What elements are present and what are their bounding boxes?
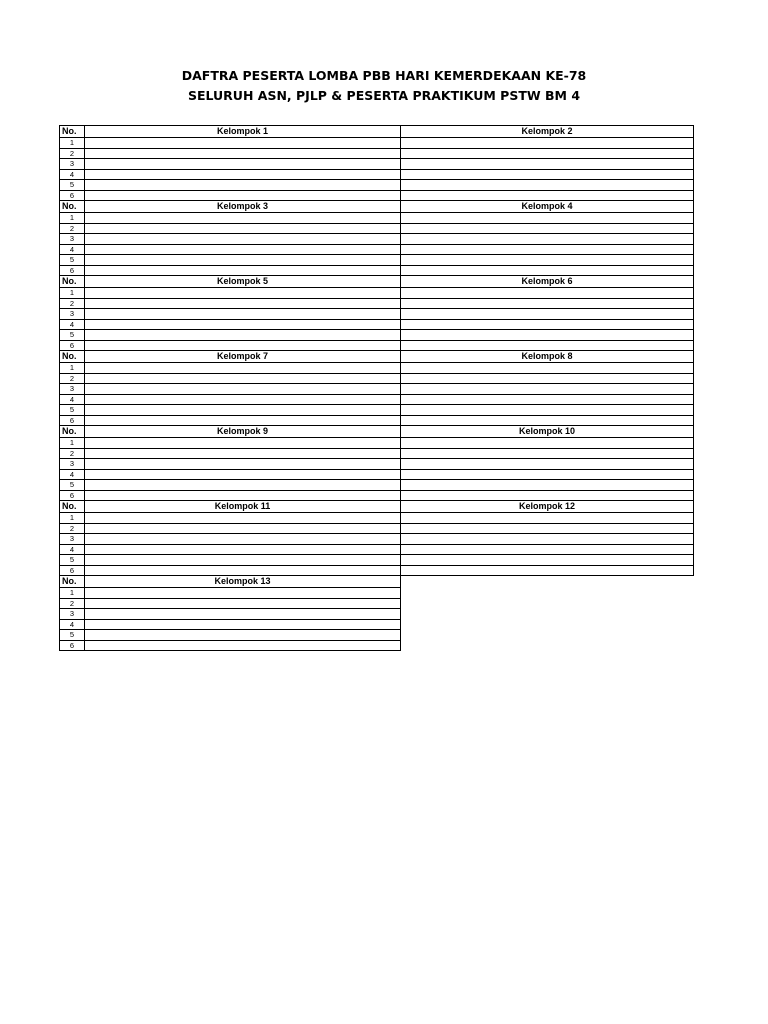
row-number: 2 [60,298,85,309]
group-header-row [60,351,694,363]
participant-name-cell [85,213,401,224]
participant-name-cell [85,255,401,266]
participant-name-cell [401,384,694,395]
table-row [60,513,694,524]
row-number: 1 [60,588,85,599]
table-row [60,255,694,266]
participant-name-cell [401,459,694,470]
row-number: 6 [60,265,85,276]
group-name-header: Kelompok 7 [85,351,401,363]
table-row [60,244,694,255]
participant-name-cell [85,169,401,180]
table-row [60,609,694,620]
table-row [60,265,694,276]
participant-name-cell [85,609,401,620]
row-number: 6 [60,490,85,501]
group-name-header: Kelompok 5 [85,276,401,288]
participant-name-cell [401,469,694,480]
participant-name-cell [401,223,694,234]
table-row [60,438,694,449]
participant-name-cell [85,534,401,545]
participant-name-cell [85,415,401,426]
row-number: 3 [60,384,85,395]
group-header-row [60,201,694,213]
row-number: 5 [60,330,85,341]
group-name-header: Kelompok 10 [401,426,694,438]
table-row [60,490,694,501]
table-row [60,640,694,651]
participant-name-cell [85,319,401,330]
empty-cell [401,588,694,599]
table-row [60,213,694,224]
participant-name-cell [85,288,401,299]
group-header-row [60,576,694,588]
row-number: 5 [60,180,85,191]
table-row [60,384,694,395]
participant-name-cell [401,265,694,276]
participant-name-cell [401,565,694,576]
row-number: 2 [60,373,85,384]
row-number: 1 [60,213,85,224]
row-number: 4 [60,394,85,405]
participant-name-cell [85,148,401,159]
row-number: 6 [60,640,85,651]
table-row [60,630,694,641]
participant-name-cell [85,523,401,534]
table-row [60,448,694,459]
table-row [60,534,694,545]
table-row [60,330,694,341]
participant-name-cell [401,148,694,159]
group-header-row [60,426,694,438]
row-number: 5 [60,405,85,416]
row-number: 2 [60,523,85,534]
participant-name-cell [401,298,694,309]
no-column-header: No. [60,126,85,138]
participant-name-cell [85,394,401,405]
row-number: 4 [60,619,85,630]
table-row [60,588,694,599]
table-row [60,373,694,384]
participant-name-cell [401,330,694,341]
group-header-row [60,501,694,513]
participant-name-cell [85,555,401,566]
document-subtitle: SELURUH ASN, PJLP & PESERTA PRAKTIKUM PSTW BM 4 [187,88,581,103]
document-header [0,66,768,106]
participant-name-cell [85,598,401,609]
participant-name-cell [85,180,401,191]
row-number: 5 [60,255,85,266]
participant-name-cell [401,480,694,491]
participant-name-cell [401,555,694,566]
participant-name-cell [401,244,694,255]
participant-name-cell [85,565,401,576]
participant-name-cell [401,363,694,374]
row-number: 2 [60,598,85,609]
row-number: 3 [60,459,85,470]
participant-name-cell [85,405,401,416]
row-number: 6 [60,415,85,426]
participant-name-cell [85,588,401,599]
participant-name-cell [85,438,401,449]
row-number: 4 [60,169,85,180]
table-row [60,555,694,566]
table-row [60,169,694,180]
row-number: 1 [60,513,85,524]
empty-cell [401,640,694,651]
document-title: DAFTRA PESERTA LOMBA PBB HARI KEMERDEKAAN KE-78 [181,68,587,83]
row-number: 1 [60,288,85,299]
group-name-header: Kelompok 6 [401,276,694,288]
table-row [60,319,694,330]
participant-name-cell [401,523,694,534]
row-number: 3 [60,159,85,170]
table-row [60,309,694,320]
row-number: 6 [60,340,85,351]
participant-name-cell [85,234,401,245]
table-row [60,598,694,609]
participant-name-cell [85,469,401,480]
no-column-header: No. [60,576,85,588]
table-row [60,288,694,299]
participant-name-cell [85,513,401,524]
row-number: 6 [60,565,85,576]
no-column-header: No. [60,351,85,363]
table-row [60,180,694,191]
participant-name-cell [401,490,694,501]
table-row [60,480,694,491]
empty-cell [401,576,694,588]
row-number: 4 [60,244,85,255]
participant-name-cell [85,330,401,341]
row-number: 4 [60,469,85,480]
participant-name-cell [401,213,694,224]
table-row [60,565,694,576]
participant-name-cell [85,373,401,384]
row-number: 5 [60,480,85,491]
group-name-header: Kelompok 13 [85,576,401,588]
empty-cell [401,619,694,630]
no-column-header: No. [60,276,85,288]
participant-name-cell [85,159,401,170]
row-number: 5 [60,555,85,566]
participant-name-cell [401,255,694,266]
no-column-header: No. [60,201,85,213]
group-name-header: Kelompok 1 [85,126,401,138]
table-row [60,298,694,309]
participant-name-cell [85,480,401,491]
group-name-header: Kelompok 2 [401,126,694,138]
participant-name-cell [401,373,694,384]
participant-name-cell [85,244,401,255]
table-row [60,544,694,555]
participant-name-cell [85,363,401,374]
row-number: 2 [60,148,85,159]
group-name-header: Kelompok 9 [85,426,401,438]
participant-name-cell [401,159,694,170]
group-name-header: Kelompok 4 [401,201,694,213]
row-number: 3 [60,534,85,545]
participant-name-cell [401,340,694,351]
empty-cell [401,630,694,641]
participant-name-cell [85,384,401,395]
row-number: 5 [60,630,85,641]
group-header-row [60,126,694,138]
participant-name-cell [85,544,401,555]
participant-name-cell [85,265,401,276]
table-row [60,159,694,170]
participant-name-cell [401,234,694,245]
participant-name-cell [85,298,401,309]
row-number: 3 [60,309,85,320]
table-row [60,394,694,405]
row-number: 3 [60,234,85,245]
row-number: 4 [60,544,85,555]
row-number: 3 [60,609,85,620]
table-row [60,234,694,245]
participant-name-cell [401,544,694,555]
participant-name-cell [401,405,694,416]
table-row [60,190,694,201]
empty-cell [401,598,694,609]
no-column-header: No. [60,426,85,438]
participant-name-cell [401,415,694,426]
row-number: 4 [60,319,85,330]
group-name-header: Kelompok 8 [401,351,694,363]
participant-name-cell [401,138,694,149]
participant-name-cell [401,448,694,459]
table-row [60,405,694,416]
group-name-header: Kelompok 12 [401,501,694,513]
group-name-header: Kelompok 3 [85,201,401,213]
participant-name-cell [401,319,694,330]
table-row [60,459,694,470]
row-number: 1 [60,438,85,449]
participant-table [59,125,694,651]
row-number: 1 [60,363,85,374]
participant-name-cell [85,138,401,149]
participant-name-cell [401,180,694,191]
participant-name-cell [401,190,694,201]
table-row [60,223,694,234]
group-header-row [60,276,694,288]
table-row [60,138,694,149]
no-column-header: No. [60,501,85,513]
table-row [60,148,694,159]
participant-name-cell [85,630,401,641]
row-number: 2 [60,448,85,459]
row-number: 2 [60,223,85,234]
participant-name-cell [401,169,694,180]
participant-name-cell [401,288,694,299]
participant-name-cell [85,190,401,201]
empty-cell [401,609,694,620]
table-row [60,363,694,374]
row-number: 6 [60,190,85,201]
participant-name-cell [401,309,694,320]
participant-name-cell [401,438,694,449]
participant-name-cell [85,459,401,470]
table-row [60,415,694,426]
participant-name-cell [85,490,401,501]
participant-name-cell [401,394,694,405]
row-number: 1 [60,138,85,149]
participant-name-cell [85,619,401,630]
table-row [60,523,694,534]
participant-name-cell [401,513,694,524]
participant-name-cell [85,309,401,320]
participant-name-cell [85,448,401,459]
table-row [60,619,694,630]
participant-name-cell [85,223,401,234]
participant-name-cell [85,640,401,651]
table-row [60,469,694,480]
group-name-header: Kelompok 11 [85,501,401,513]
participant-name-cell [85,340,401,351]
table-row [60,340,694,351]
participant-name-cell [401,534,694,545]
